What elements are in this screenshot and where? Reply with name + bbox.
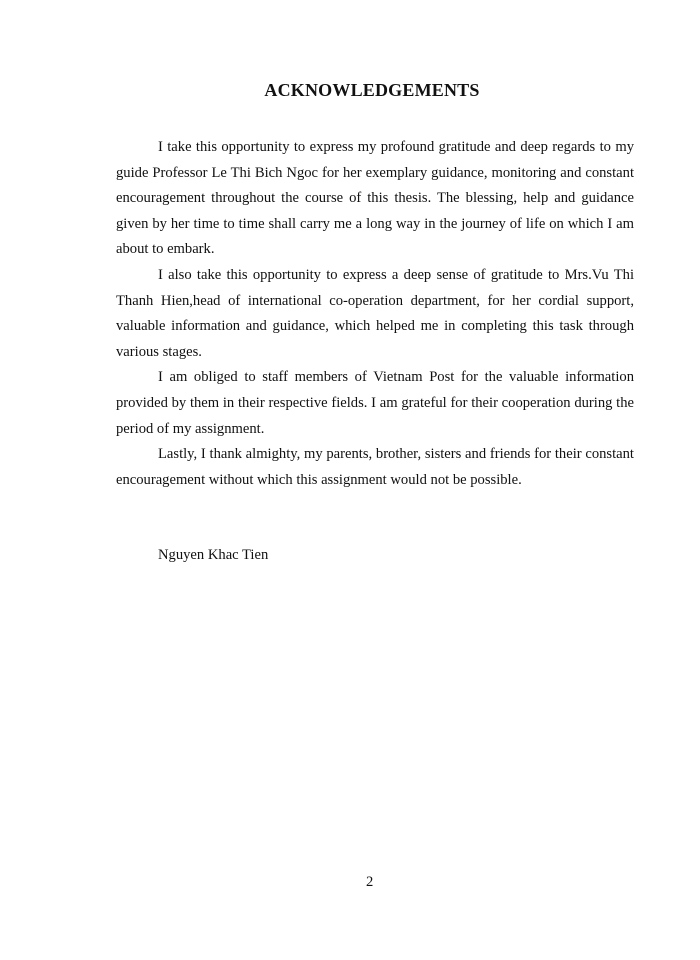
paragraph-gratitude-department-head: I also take this opportunity to express a deep sense of gratitude to Mrs.Vu Thi Thanh Hien,head of international co-operation department, for her cordial support, valuable information and guidance, which helped me in completing this task through various stages.	[116, 266, 634, 360]
paragraph-family-friends: Lastly, I thank almighty, my parents, brother, sisters and friends for their constant encouragement without which this assignment would not be possible.	[116, 446, 634, 488]
author-signature: Nguyen Khac Tien	[158, 547, 269, 563]
paragraph-gratitude-guide: I take this opportunity to express my profound gratitude and deep regards to my guide Professor Le Thi Bich Ngoc for her exemplary guidance, monitoring and constant encouragement throughout the course of this thesis. The blessing, help and guidance given by her time to time shall carry me a long way in the journey of life on which I am about to embark.	[116, 139, 634, 258]
page-title: ACKNOWLEDGEMENTS	[264, 80, 480, 100]
acknowledgements-body	[116, 135, 634, 493]
page-number: 2	[366, 874, 374, 890]
paragraph-vietnam-post-staff: I am obliged to staff members of Vietnam Post for the valuable information provided by them in their respective fields. I am grateful for their cooperation during the period of my assignment.	[116, 369, 634, 437]
